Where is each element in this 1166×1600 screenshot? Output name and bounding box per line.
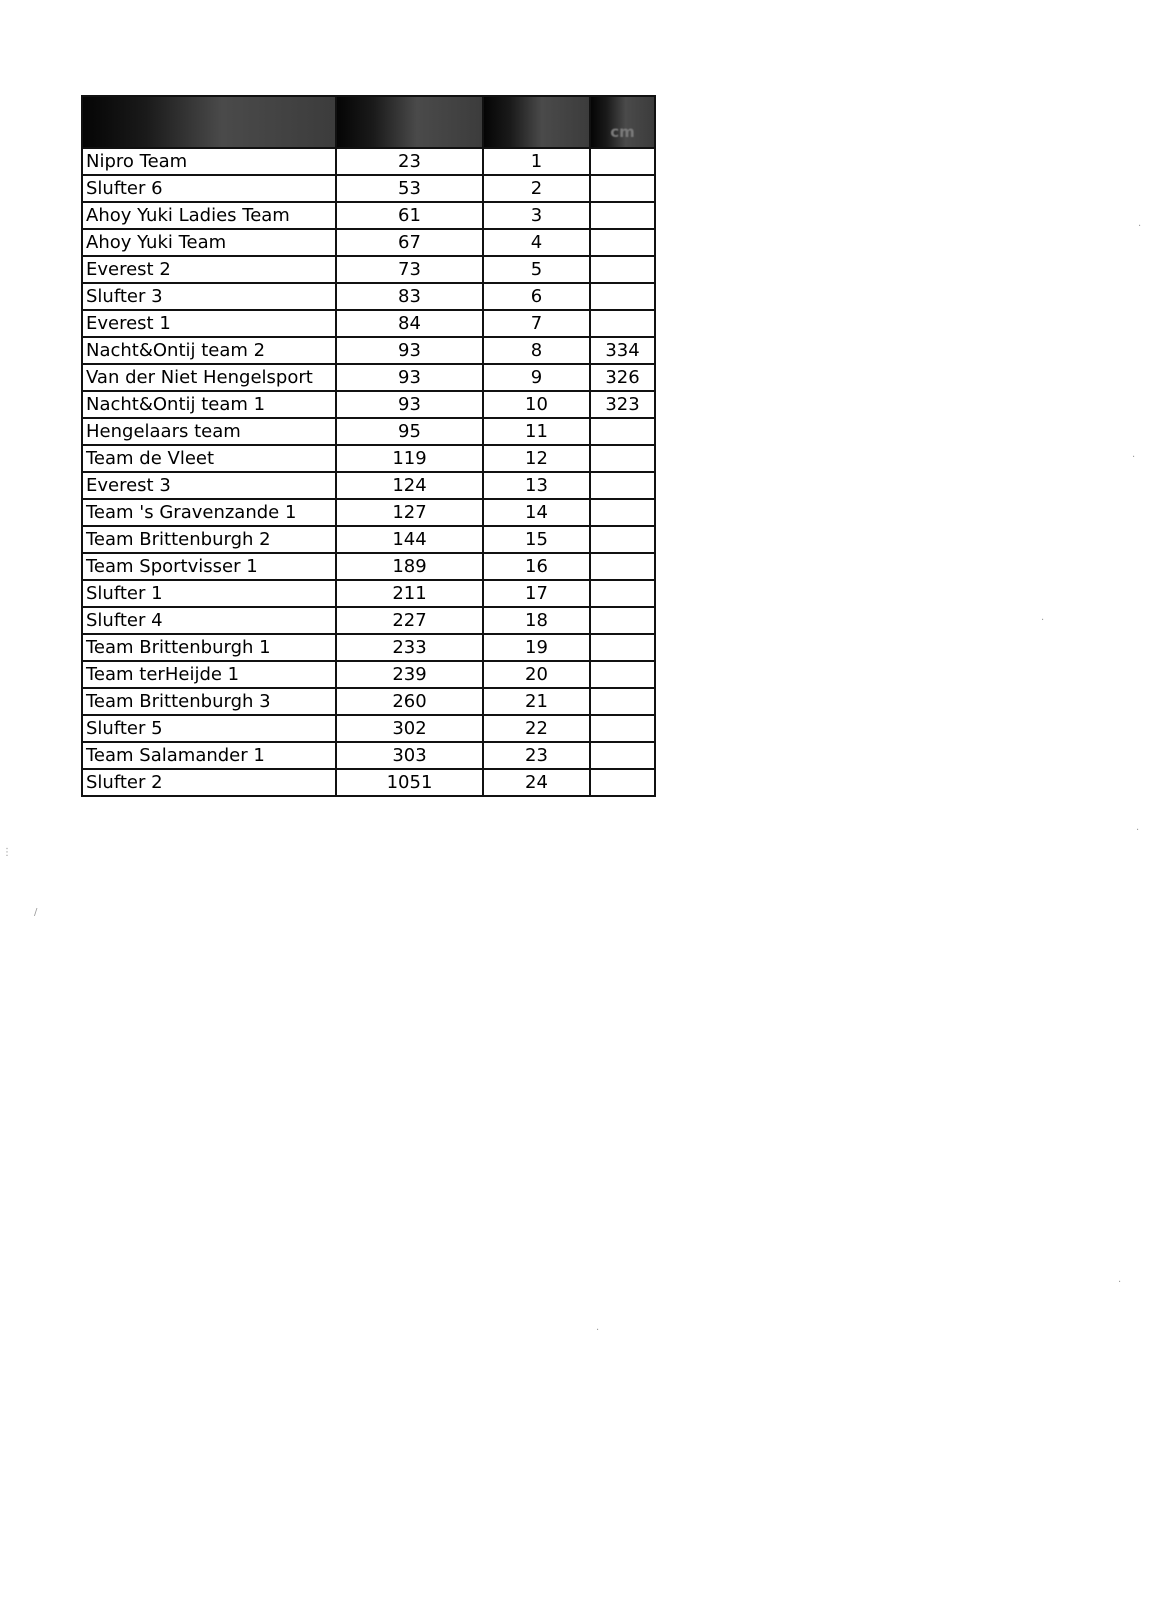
cell-points: 83 [336,283,483,310]
cell-team: Team Brittenburgh 2 [82,526,336,553]
cell-cm: 326 [590,364,655,391]
cell-cm [590,580,655,607]
cell-rank: 12 [483,445,590,472]
cell-cm: 334 [590,337,655,364]
cell-cm [590,634,655,661]
cell-team: Team Sportvisser 1 [82,553,336,580]
cell-team: Slufter 3 [82,283,336,310]
results-sheet [81,95,656,797]
table-row [82,499,655,526]
table-row [82,607,655,634]
table-row [82,742,655,769]
cell-rank: 14 [483,499,590,526]
cell-rank: 24 [483,769,590,796]
cell-cm [590,202,655,229]
cell-team: Ahoy Yuki Team [82,229,336,256]
cell-rank: 4 [483,229,590,256]
cell-cm [590,229,655,256]
cell-points: 233 [336,634,483,661]
table-row [82,526,655,553]
table-row [82,256,655,283]
scan-speck: · [596,1325,600,1336]
table-row [82,472,655,499]
cell-points: 144 [336,526,483,553]
scan-speck: · [1138,221,1142,232]
cell-rank: 10 [483,391,590,418]
cell-team: Team Brittenburgh 1 [82,634,336,661]
table-row [82,418,655,445]
cell-cm [590,688,655,715]
cell-points: 127 [336,499,483,526]
cell-team: Slufter 1 [82,580,336,607]
cell-team: Team 's Gravenzande 1 [82,499,336,526]
table-row [82,202,655,229]
scan-speck: · [1118,1277,1122,1288]
cell-rank: 21 [483,688,590,715]
header-row [82,96,655,148]
header-rank [483,96,590,148]
cell-points: 189 [336,553,483,580]
cell-team: Ahoy Yuki Ladies Team [82,202,336,229]
table-row [82,769,655,796]
cell-team: Slufter 2 [82,769,336,796]
cell-cm [590,310,655,337]
table-body [82,148,655,796]
cell-points: 67 [336,229,483,256]
cell-team: Everest 1 [82,310,336,337]
cell-cm [590,526,655,553]
cell-rank: 1 [483,148,590,175]
cell-points: 1051 [336,769,483,796]
cell-team: Nipro Team [82,148,336,175]
table-row [82,229,655,256]
cell-points: 303 [336,742,483,769]
header-team [82,96,336,148]
cell-rank: 6 [483,283,590,310]
cell-cm [590,661,655,688]
table-row [82,175,655,202]
cell-points: 53 [336,175,483,202]
table-row [82,580,655,607]
cell-team: Team terHeijde 1 [82,661,336,688]
cell-rank: 19 [483,634,590,661]
table-row [82,445,655,472]
cell-points: 93 [336,337,483,364]
cell-team: Slufter 5 [82,715,336,742]
cell-cm [590,256,655,283]
scan-speck: ⋮ [2,847,12,858]
cell-cm [590,742,655,769]
cell-team: Van der Niet Hengelsport [82,364,336,391]
cell-rank: 5 [483,256,590,283]
cell-points: 95 [336,418,483,445]
table-row [82,715,655,742]
cell-team: Everest 2 [82,256,336,283]
cell-team: Slufter 6 [82,175,336,202]
cell-points: 93 [336,391,483,418]
table-row [82,688,655,715]
results-table [81,95,656,797]
table-row [82,364,655,391]
cell-cm [590,445,655,472]
cell-rank: 13 [483,472,590,499]
cell-cm [590,283,655,310]
cell-cm [590,175,655,202]
cell-team: Slufter 4 [82,607,336,634]
table-row [82,661,655,688]
cell-rank: 3 [483,202,590,229]
cell-points: 227 [336,607,483,634]
cell-team: Team de Vleet [82,445,336,472]
cell-team: Hengelaars team [82,418,336,445]
cell-points: 23 [336,148,483,175]
cell-team: Team Salamander 1 [82,742,336,769]
table-row [82,634,655,661]
cell-points: 239 [336,661,483,688]
cell-rank: 9 [483,364,590,391]
table-row [82,310,655,337]
header-points [336,96,483,148]
table-row [82,337,655,364]
cell-points: 61 [336,202,483,229]
cell-points: 260 [336,688,483,715]
scan-speck: / [34,907,38,918]
cell-rank: 8 [483,337,590,364]
scan-speck: · [1136,825,1140,836]
table-row [82,148,655,175]
cell-cm [590,499,655,526]
cell-cm [590,472,655,499]
cell-rank: 17 [483,580,590,607]
cell-team: Team Brittenburgh 3 [82,688,336,715]
cell-points: 119 [336,445,483,472]
cell-cm [590,607,655,634]
table-row [82,391,655,418]
cell-points: 124 [336,472,483,499]
table-row [82,553,655,580]
cell-rank: 16 [483,553,590,580]
table-header [82,96,655,148]
cell-rank: 18 [483,607,590,634]
cell-points: 93 [336,364,483,391]
cell-cm [590,715,655,742]
cell-points: 302 [336,715,483,742]
cell-rank: 23 [483,742,590,769]
header-cm: cm [590,96,655,148]
cell-cm [590,418,655,445]
cell-rank: 2 [483,175,590,202]
cell-rank: 15 [483,526,590,553]
scan-speck: · [1041,615,1045,626]
cell-team: Nacht&Ontij team 1 [82,391,336,418]
cell-team: Nacht&Ontij team 2 [82,337,336,364]
cell-cm [590,769,655,796]
cell-cm: 323 [590,391,655,418]
cell-points: 73 [336,256,483,283]
cell-rank: 7 [483,310,590,337]
cell-cm [590,148,655,175]
cell-points: 84 [336,310,483,337]
cell-points: 211 [336,580,483,607]
cell-cm [590,553,655,580]
cell-rank: 20 [483,661,590,688]
scan-speck: · [1132,452,1136,463]
cell-team: Everest 3 [82,472,336,499]
cell-rank: 11 [483,418,590,445]
table-row [82,283,655,310]
cell-rank: 22 [483,715,590,742]
